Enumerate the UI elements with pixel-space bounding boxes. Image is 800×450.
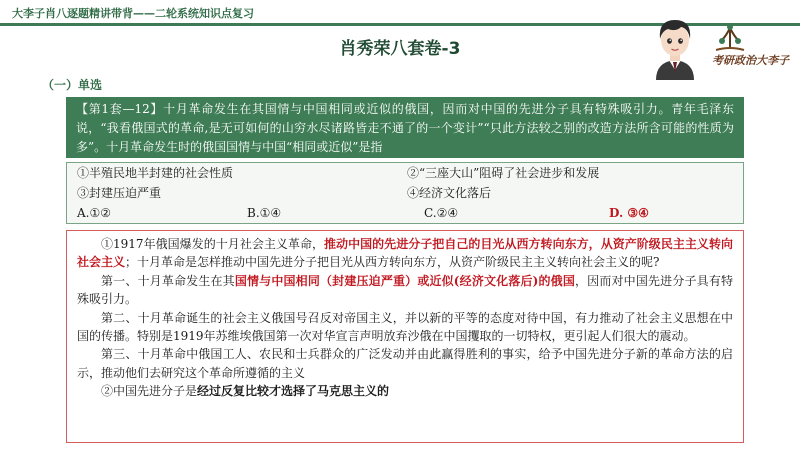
option-c: C.②④ xyxy=(424,206,459,220)
option-a: A.①② xyxy=(77,206,111,220)
emphasis-text: 经过反复比较才选择了马克思主义的 xyxy=(197,384,390,399)
statement-4: ④经济文化落后 xyxy=(407,186,492,200)
explanation-panel xyxy=(66,230,744,443)
explanation-paragraph-4: 第三、十月革命中俄国工人、农民和士兵群众的广泛发动并由此赢得胜利的事实，给予中国先进分子新的革命方法的启示，推动他们去研究这个革命所遵循的主义 xyxy=(77,347,733,380)
section-label: （一）单选 xyxy=(42,78,103,92)
course-title: 大李子肖八逐题精讲带背——二轮系统知识点复习 xyxy=(12,7,254,20)
page-title: 肖秀荣八套卷-3 xyxy=(339,39,461,59)
options-panel xyxy=(66,162,744,224)
explanation-paragraph-3: 第二、十月革命诞生的社会主义俄国号召反对帝国主义，并以新的平等的态度对待中国，有力推动了社会主义思想在中国的传播。特别是1919年苏维埃俄国第一次对华宣言声明放弃沙俄在中国攫取的一切特权，更引起人们很大的震动。 xyxy=(77,310,733,344)
statement-2: ②“三座大山”阻碍了社会进步和发展 xyxy=(407,166,600,180)
brand-logo xyxy=(708,22,794,70)
statement-3: ③封建压迫严重 xyxy=(77,186,162,200)
option-b: B.①④ xyxy=(247,206,282,220)
explanation-paragraph-5: ②中国先进分子是经过反复比较才选择了马克思主义的 xyxy=(101,384,390,399)
statement-1: ①半殖民地半封建的社会性质 xyxy=(77,166,234,180)
question-stem: 【第1套—12】十月革命发生在其国情与中国相同或近似的俄国，因而对中国的先进分子具有特殊吸引力。青年毛泽东说，“我看俄国式的革命,是无可如何的山穷水尽诸路皆走不通了的一个变计”“只此方法较之别的改造方法所含可能的性质为多”。十月革命发生时的俄国国情与中国“相同或近似”是指 xyxy=(66,97,744,158)
teacher-avatar-icon xyxy=(648,12,702,80)
explanation-paragraph-2: 第一、十月革命发生在其国情与中国相同（封建压迫严重）或近似(经济文化落后)的俄国，因而对中国先进分子具有特殊吸引力。 xyxy=(77,273,733,307)
option-d-correct: D. ③④ xyxy=(609,206,649,220)
highlight-text: 推动中国的先进分子把自己的目光从西方转向东方，从资产阶级民主主义转向社会主义 xyxy=(77,237,733,270)
explanation-paragraph-1: ①1917年俄国爆发的十月社会主义革命，推动中国的先进分子把自己的目光从西方转向东方，从资产阶级民主主义转向社会主义；十月革命是怎样推动中国先进分子把目光从西方转向东方，从资产阶级民主主义转向社会主义的呢? xyxy=(77,237,733,270)
highlight-text: 国情与中国相同（封建压迫严重）或近似(经济文化落后)的俄国 xyxy=(234,273,575,288)
logo-text: 考研政治大李子 xyxy=(712,54,789,67)
